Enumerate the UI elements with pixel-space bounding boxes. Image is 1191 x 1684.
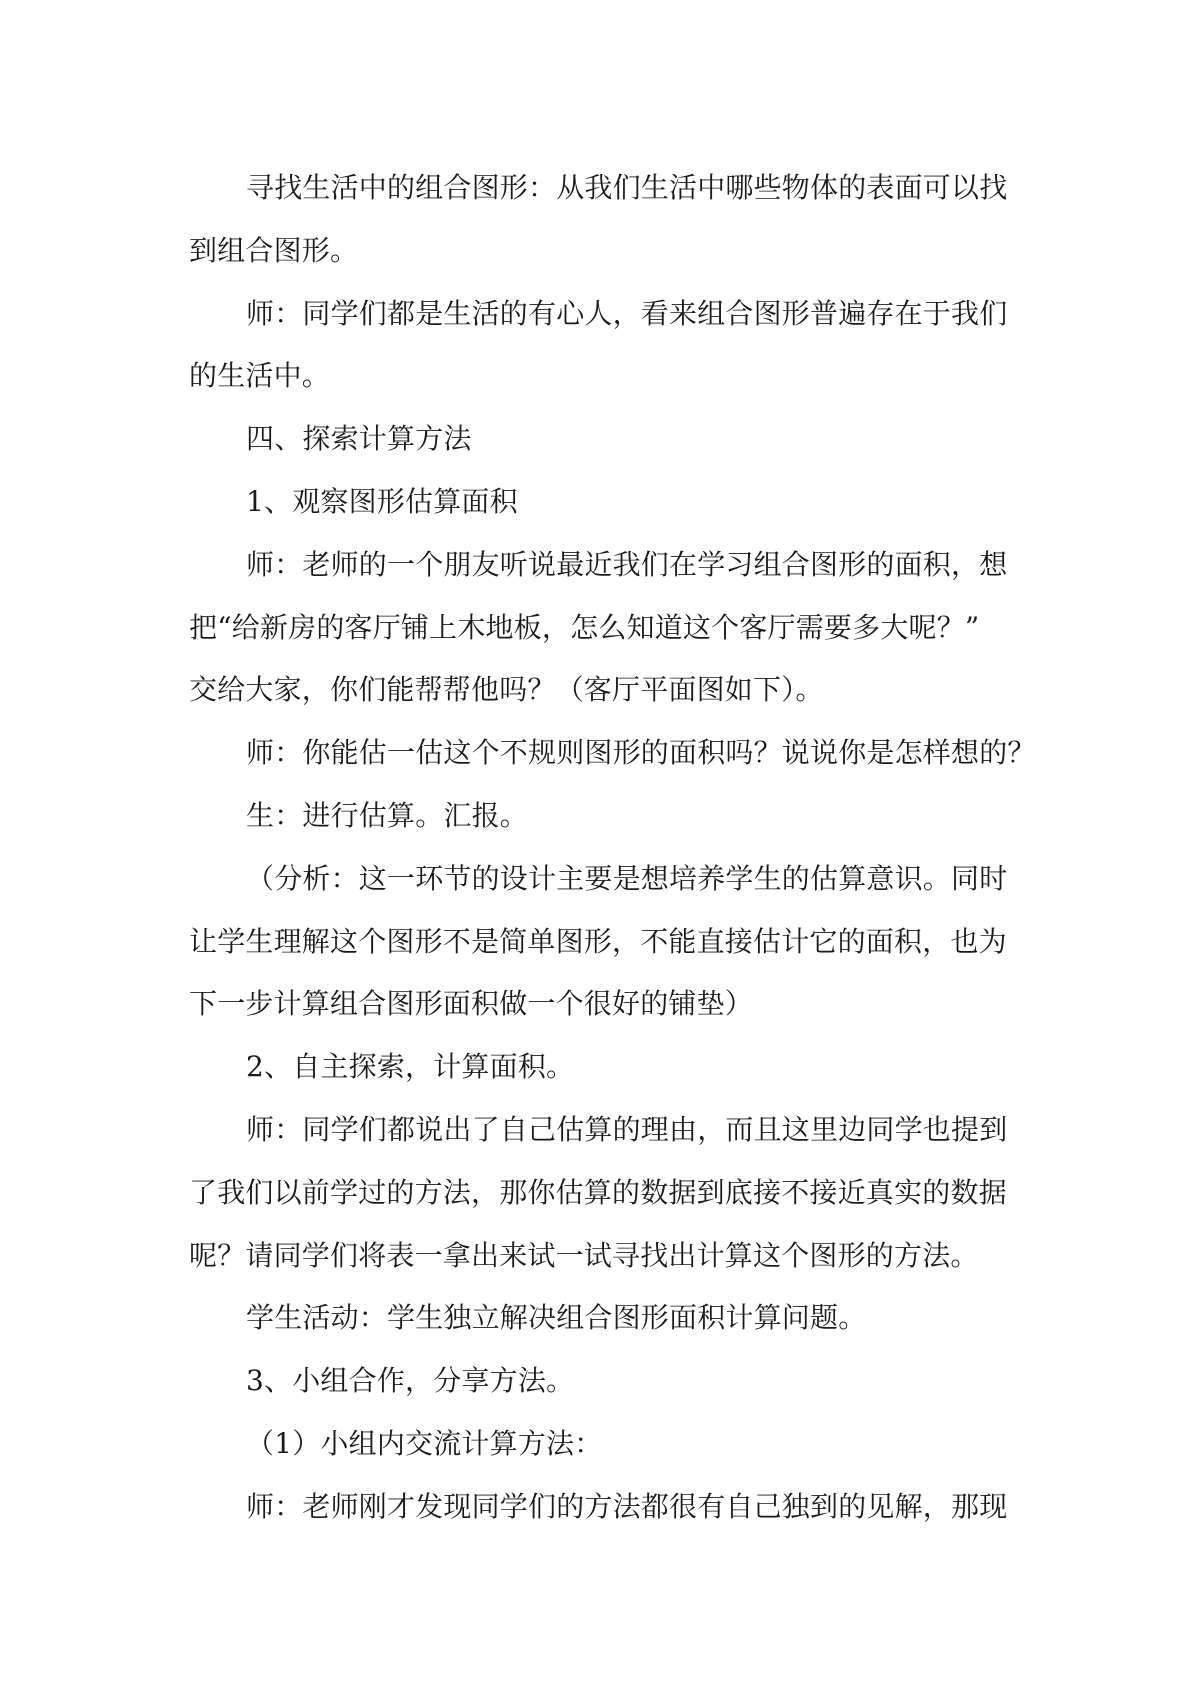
text-line: 师：你能估一估这个不规则图形的面积吗？说说你是怎样想的？ <box>246 736 1036 770</box>
paragraph <box>189 1287 1039 1350</box>
subsection-heading <box>189 1350 1039 1413</box>
document-body <box>189 157 1039 1539</box>
text-line: 交给大家，你们能帮帮他吗？（客厅平面图如下）。 <box>189 673 824 707</box>
section-heading <box>189 408 1039 471</box>
text-line: 到组合图形。 <box>189 233 359 267</box>
paragraph <box>189 722 1039 785</box>
text-line: 四、探索计算方法 <box>246 422 472 456</box>
text-line: 学生活动：学生独立解决组合图形面积计算问题。 <box>246 1301 867 1335</box>
paragraph <box>189 1099 1039 1287</box>
paragraph <box>189 283 1039 409</box>
analysis-note <box>189 848 1039 1036</box>
text-line: 师：老师刚才发现同学们的方法都很有自己独到的见解，那现 <box>246 1489 1008 1523</box>
subsection-heading <box>189 1036 1039 1099</box>
text-line: 2、自主探索，计算面积。 <box>246 1050 575 1084</box>
text-line: 师：同学们都是生活的有心人，看来组合图形普遍存在于我们 <box>246 296 1008 330</box>
text-line: （分析：这一环节的设计主要是想培养学生的估算意识。同时 <box>246 861 1008 895</box>
text-line: 呢？请同学们将表一拿出来试一试寻找出计算这个图形的方法。 <box>189 1238 979 1272</box>
subsection-heading <box>189 471 1039 534</box>
text-line: 让学生理解这个图形不是简单图形，不能直接估计它的面积，也为 <box>189 924 1007 958</box>
paragraph <box>189 534 1039 722</box>
text-line: 寻找生活中的组合图形：从我们生活中哪些物体的表面可以找 <box>246 171 1008 204</box>
text-line: 下一步计算组合图形面积做一个很好的铺垫） <box>189 987 754 1021</box>
text-line: 师：老师的一个朋友听说最近我们在学习组合图形的面积，想 <box>246 547 1008 581</box>
paragraph <box>189 1476 1039 1539</box>
text-line: （1）小组内交流计算方法： <box>246 1426 603 1460</box>
text-line: 1、观察图形估算面积 <box>246 484 518 518</box>
text-line: 师：同学们都说出了自己估算的理由，而且这里边同学也提到 <box>246 1112 1008 1146</box>
text-line: 把“给新房的客厅铺上木地板，怎么知道这个客厅需要多大呢？” <box>189 610 980 644</box>
paragraph <box>189 157 1039 283</box>
text-line: 的生活中。 <box>189 359 331 393</box>
text-line: 了我们以前学过的方法，那你估算的数据到底接不接近真实的数据 <box>189 1175 1007 1209</box>
paragraph <box>189 785 1039 848</box>
text-line: 3、小组合作，分享方法。 <box>246 1364 575 1398</box>
paragraph <box>189 1413 1039 1476</box>
text-line: 生：进行估算。汇报。 <box>246 798 529 832</box>
